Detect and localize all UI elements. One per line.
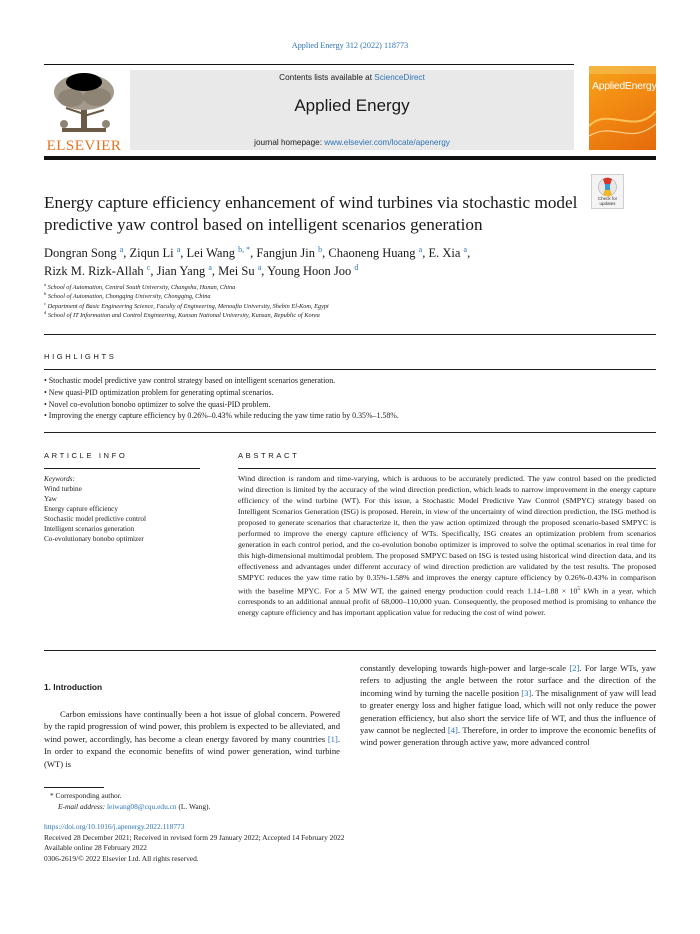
author-separator: , <box>123 246 130 260</box>
intro-right-text-3: . The misalignment of yaw will lead to greater energy loss and higher fatigue load, which will not only reduce the power generation efficiency, but also short the service life of WT, and thus the influence of yaw cannot be neglected <box>360 687 656 736</box>
affiliation-text: School of Automation, Chongqing University, Chongqing, China <box>47 293 211 301</box>
author-name[interactable]: Jian Yang <box>156 264 206 278</box>
author-name[interactable]: Lei Wang <box>186 246 235 260</box>
reference-link-4[interactable]: [4] <box>447 725 458 736</box>
author-affiliation-mark[interactable]: b <box>318 244 323 254</box>
received-dates: Received 28 December 2021; Received in revised form 29 January 2022; Accepted 14 February 2022 <box>44 832 345 842</box>
affiliation-item <box>44 292 604 301</box>
abstract-body-2: kWh in a year, which corresponds to an additional annual profit of 68,000–110,000 yuan. Consequently, the proposed method is promising to enhance the energy capture efficiency and has important application value for reducing the cost of wind power. <box>238 586 656 618</box>
abstract-body-1: Wind direction is random and time-varying, which is arduous to be accurately predicted. The yaw control based on the predicted wind direction is limited by the accuracy of the wind direction prediction, which leads to narrow improvement in the energy capture efficiency of the wind turbine (WT). For this issue, a Stochastic Model Predictive Yaw Control (SMPYC) strategy based on Intelligent Scenarios Generation (ISG) is proposed. Herein, in view of the uncertainty of wind direction prediction, the ISG method is proposed to generate scenarios that characterize it, then the yaw action optimized through the proposed scenario-based SMPYC is performed to improve the energy capture efficiency of WTs. Specifically, ISG creates an optimization problem from scenarios generation in each control period, and the co-evolution bonobo optimizer is improved to solve the optimal scenarios in real time for this high-dimensional multimodal problem. The proposed SMPYC based on ISG is tested using historical wind direction data, and its effectiveness and advantages under different accuracy of wind direction prediction are validated by the test results. The proposed SMPYC reduces the yaw time ratio by 0.35%-1.58% and improves the energy capture efficiency by 0.26%-0.43% in comparison with the baseline MPYC. For a 5 MW WT, the gained energy production could reach 1.14–1.88 × 10 <box>238 474 656 596</box>
author-affiliation-mark[interactable]: b, * <box>238 244 251 254</box>
author-name[interactable]: Mei Su <box>218 264 255 278</box>
online-date: Available online 28 February 2022 <box>44 843 147 853</box>
keyword-item: Intelligent scenarios generation <box>44 525 135 533</box>
affiliation-item <box>44 311 604 320</box>
divider-highlights-top <box>44 334 656 335</box>
keyword-list <box>44 484 204 544</box>
author-name[interactable]: Ziqun Li <box>129 246 174 260</box>
journal-masthead <box>44 64 657 154</box>
author-name[interactable]: E. Xia <box>428 246 461 260</box>
author-affiliation-mark[interactable]: a <box>463 244 468 254</box>
author-separator: , <box>322 246 329 260</box>
author-affiliation-mark[interactable]: a <box>119 244 124 254</box>
author-separator: , <box>180 246 187 260</box>
author-name[interactable]: Dongran Song <box>44 246 117 260</box>
affiliation-text: School of Automation, Central South University, Changsha, Hunan, China <box>47 284 236 291</box>
highlight-text: New quasi-PID optimization problem for generating optimal scenarios. <box>48 387 274 397</box>
highlights-heading: HIGHLIGHTS <box>44 352 117 361</box>
keyword-item: Yaw <box>44 495 57 503</box>
publisher-wordmark: ELSEVIER <box>46 138 122 154</box>
email-link[interactable]: leiwang08@cqu.edu.cn <box>107 802 177 811</box>
homepage-prefix: journal homepage: <box>254 138 325 147</box>
reference-link-1[interactable]: [1] <box>327 733 338 744</box>
affiliation-item <box>44 283 604 292</box>
corresponding-author-note: * Corresponding author. <box>50 791 122 800</box>
author-affiliation-mark[interactable]: a <box>418 244 423 254</box>
keyword-item: Energy capture efficiency <box>44 505 118 513</box>
intro-left-text-1: Carbon emissions have continually been a hot issue of global concern. Powered by the rapid progression of wind power, this problem is expected to be alleviated, and wind power, accordingly, has become a clean energy favored by many countries <box>44 709 340 744</box>
intro-right-column <box>360 662 656 749</box>
highlight-text: Novel co-evolution bonobo optimizer to solve the quasi-PID problem. <box>48 399 271 409</box>
homepage-line <box>130 138 574 147</box>
abstract-heading: ABSTRACT <box>238 451 300 460</box>
contents-prefix: Contents lists available at <box>279 73 375 82</box>
author-separator: , <box>261 264 268 278</box>
introduction-heading: 1. Introduction <box>44 682 103 692</box>
author-affiliation-mark[interactable]: c <box>146 262 151 272</box>
email-line <box>50 801 350 812</box>
author-name[interactable]: Chaoneng Huang <box>328 246 416 260</box>
affiliation-mark: a <box>44 281 46 287</box>
author-separator: , <box>467 246 471 260</box>
author-affiliation-mark[interactable]: a <box>208 262 212 272</box>
copyright-line: 0306-2619/© 2022 Elsevier Ltd. All rights reserved. <box>44 853 199 863</box>
author-list <box>44 244 604 280</box>
author-affiliation-mark[interactable]: a <box>176 244 181 254</box>
journal-title: Applied Energy <box>294 96 410 115</box>
elsevier-logo[interactable] <box>44 70 124 154</box>
keyword-item: Co-evolutionary bonobo optimizer <box>44 535 144 543</box>
author-separator: , <box>211 264 219 278</box>
article-title: Energy capture efficiency enhancement of wind turbines via stochastic model predictive yaw control based on intelligent scenarios generation <box>44 193 578 234</box>
keywords-block <box>44 474 204 544</box>
divider-abstract <box>238 468 656 469</box>
check-for-updates-badge[interactable] <box>591 174 624 209</box>
highlight-item: • Novel co-evolution bonobo optimizer to solve the quasi-PID problem. <box>44 399 271 409</box>
affiliation-mark: d <box>44 309 47 315</box>
divider-highlights-bottom <box>44 432 656 433</box>
cover-title: AppliedEnergy <box>592 80 657 92</box>
article-info-heading: ARTICLE INFO <box>44 451 128 460</box>
author-name[interactable]: Young Hoon Joo <box>267 264 352 278</box>
cover-swirl-icon <box>589 66 656 150</box>
highlight-text: Improving the energy capture efficiency by 0.26%–0.43% while reducing the yaw time ratio by 0.35%–1.58%. <box>48 411 399 421</box>
author-affiliation-mark[interactable]: a <box>257 262 262 272</box>
email-label: E-mail address: <box>58 802 107 811</box>
author-separator: , <box>150 264 157 278</box>
highlight-item: • Stochastic model predictive yaw control strategy based on intelligent scenarios generation. <box>44 376 336 385</box>
keyword-item: Stochastic model predictive control <box>44 515 146 523</box>
reference-link-2[interactable]: [2] <box>569 663 580 673</box>
journal-info-box <box>130 70 574 150</box>
footnote-rule <box>44 787 104 788</box>
abstract-text <box>238 474 656 619</box>
keyword-item: Wind turbine <box>44 485 82 493</box>
affiliation-item <box>44 302 604 311</box>
abstract-superscript: 5 <box>577 585 581 592</box>
author-separator: , <box>250 246 257 260</box>
intro-right-text-2: . For large WTs, yaw refers to adjusting the angle between the rotor surface and the direction of the incoming wind by turning the nacelle position <box>360 663 656 698</box>
highlight-item: • Improving the energy capture efficiency by 0.26%–0.43% while reducing the yaw time ratio by 0.35%–1.58%. <box>44 411 399 421</box>
email-suffix: (L. Wang). <box>176 802 211 811</box>
elsevier-tree-icon <box>44 70 124 136</box>
masthead-top-rule <box>44 64 574 65</box>
intro-right-text-4: . Therefore, in order to improve the economic benefits of wind power generation through active yaw, more advanced control <box>360 725 656 748</box>
masthead-bottom-rule <box>44 156 656 160</box>
author-name[interactable]: Rizk M. Rizk-Allah <box>44 264 144 278</box>
reference-link-3[interactable]: [3] <box>521 687 532 698</box>
doi-link[interactable]: https://doi.org/10.1016/j.apenergy.2022.118773 <box>44 822 185 831</box>
sciencedirect-link[interactable]: ScienceDirect <box>374 73 425 82</box>
highlight-item: • New quasi-PID optimization problem for generating optimal scenarios. <box>44 387 274 397</box>
affiliation-list <box>44 283 604 320</box>
affiliation-text: School of IT Information and Control Engineering, Kunsan National University, Kunsan, Republic of Korea <box>47 311 320 319</box>
intro-left-text-2: . In order to expand the economic benefits of wind power generation, wind turbine (WT) is <box>44 733 340 769</box>
highlights-list <box>44 375 656 422</box>
author-name[interactable]: Fangjun Jin <box>256 246 316 260</box>
highlight-text: Stochastic model predictive yaw control strategy based on intelligent scenarios generation. <box>48 376 336 385</box>
crossmark-label: Check for updates <box>597 196 618 206</box>
divider-article-info <box>44 468 200 469</box>
corresponding-author-footnote <box>50 790 350 812</box>
keywords-label: Keywords: <box>44 475 75 483</box>
journal-homepage-link[interactable]: www.elsevier.com/locate/apenergy <box>324 138 450 147</box>
divider-abstract-bottom <box>44 650 656 651</box>
affiliation-mark: c <box>44 300 46 306</box>
affiliation-text: Department of Basic Engineering Science, Faculty of Engineering, Menoufia University, Shebin El-Kom, Egypt <box>47 302 329 310</box>
contents-line <box>130 73 574 82</box>
article-footer <box>44 822 544 864</box>
divider-highlights-sub <box>44 369 656 370</box>
intro-right-text-1: constantly developing towards high-power and large-scale <box>360 663 570 673</box>
journal-citation[interactable]: Applied Energy 312 (2022) 118773 <box>291 41 409 50</box>
journal-cover-thumbnail[interactable] <box>589 66 656 150</box>
author-affiliation-mark[interactable]: d <box>354 262 359 272</box>
affiliation-mark: b <box>44 291 47 297</box>
author-separator: , <box>422 246 429 260</box>
intro-left-column <box>44 708 340 770</box>
